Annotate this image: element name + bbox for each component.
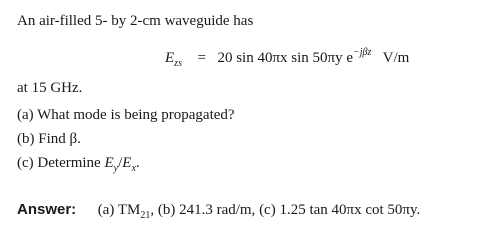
part-c-label: (c): [17, 155, 34, 171]
eq-lhs-symbol: E: [165, 50, 175, 66]
part-c-den-symbol: E: [122, 155, 132, 171]
frequency-line: [17, 79, 82, 97]
answer-label: Answer:: [17, 201, 77, 218]
eq-rhs-main: 20 sin 40πx sin 50πy e: [217, 50, 354, 66]
frequency-text: at 15 GHz.: [17, 80, 83, 96]
answer-line: [17, 201, 420, 225]
answer-b: (b) 241.3 rad/m,: [157, 202, 256, 218]
part-c-slash: /: [118, 155, 123, 171]
field-equation: [165, 44, 409, 73]
problem-intro: [17, 12, 253, 30]
part-c-num-symbol: E: [104, 155, 114, 171]
part-c: [17, 154, 140, 178]
answer-a-sub: 21: [140, 210, 151, 221]
part-a-text: What mode is being propagated?: [37, 107, 235, 123]
eq-lhs-subscript: zs: [174, 58, 182, 69]
intro-text: An air-filled 5- by 2-cm waveguide has: [17, 13, 254, 29]
part-a-label: (a): [17, 107, 34, 123]
eq-equals: =: [197, 50, 206, 66]
answer-c: (c) 1.25 tan 40πx cot 50πy.: [259, 202, 421, 218]
answer-a-text: TM: [117, 202, 141, 218]
eq-units: V/m: [382, 50, 410, 66]
answer-a-tail: ,: [150, 202, 155, 218]
part-b-text: Find β.: [38, 131, 81, 147]
part-a: [17, 106, 235, 124]
part-c-suffix: .: [135, 155, 140, 171]
answer-a-label: (a): [97, 202, 115, 218]
part-c-num-sub: y: [113, 163, 119, 174]
eq-exponent: −jβz: [353, 47, 372, 58]
part-b-label: (b): [17, 131, 35, 147]
part-c-den-sub: x: [131, 163, 136, 174]
part-b: [17, 130, 81, 148]
part-c-prefix: Determine: [37, 155, 105, 171]
